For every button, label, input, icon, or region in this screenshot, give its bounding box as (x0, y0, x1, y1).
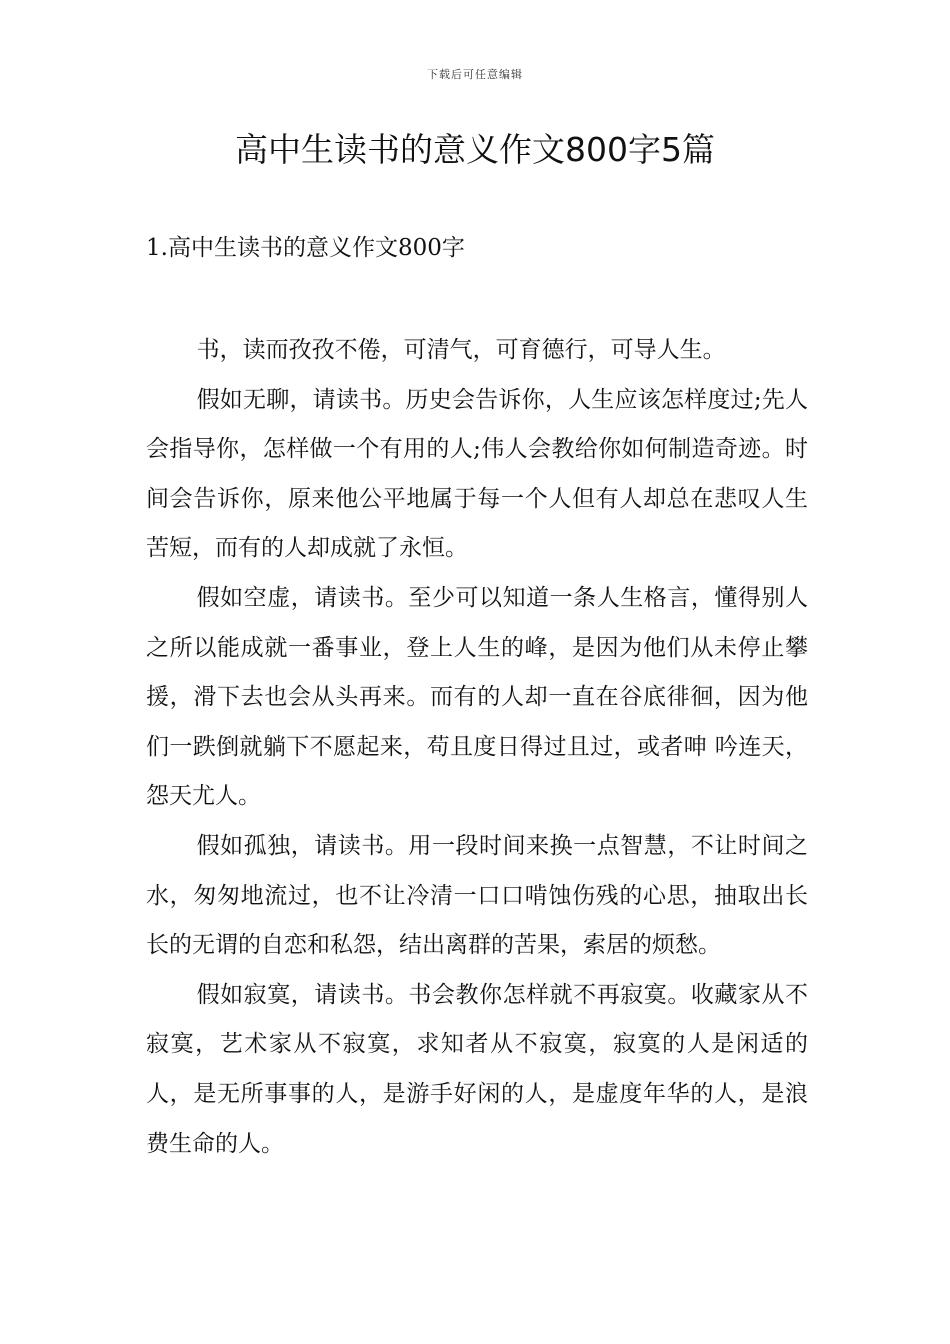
paragraph: 假如寂寞，请读书。书会教你怎样就不再寂寞。收藏家从不寂寞，艺术家从不寂寞，求知者从不寂寞，寂寞的人是闲适的人，是无所事事的人，是游手好闲的人，是虚度年华的人，是浪费生命的人。 (146, 981, 808, 1157)
essay-body (146, 326, 808, 1169)
section-heading: 1.高中生读书的意义作文800字 (146, 235, 465, 261)
paragraph: 假如空虚，请读书。至少可以知道一条人生格言，懂得别人之所以能成就一番事业，登上人生的峰，是因为他们从未停止攀援，滑下去也会从头再来。而有的人却一直在谷底徘徊，因为他们一跌倒就躺下不愿起来，苟且度日得过且过，或者呻 吟连天，怨天尤人。 (146, 584, 808, 810)
header-note: 下载后可任意编辑 (427, 68, 523, 81)
document-title: 高中生读书的意义作文800字5篇 (235, 130, 715, 169)
paragraph: 书，读而孜孜不倦，可清气，可育德行，可导人生。 (196, 337, 726, 363)
paragraph: 假如无聊，请读书。历史会告诉你，人生应该怎样度过;先人会指导你，怎样做一个有用的人;伟人会教给你如何制造奇迹。时间会告诉你，原来他公平地属于每一个人但有人却总在悲叹人生苦短，而有的人却成就了永恒。 (146, 386, 808, 562)
paragraph: 假如孤独，请读书。用一段时间来换一点智慧，不让时间之水，匆匆地流过，也不让冷清一口口啃蚀伤残的心思，抽取出长长的无谓的自恋和私怨，结出离群的苦果，索居的烦愁。 (146, 832, 808, 959)
